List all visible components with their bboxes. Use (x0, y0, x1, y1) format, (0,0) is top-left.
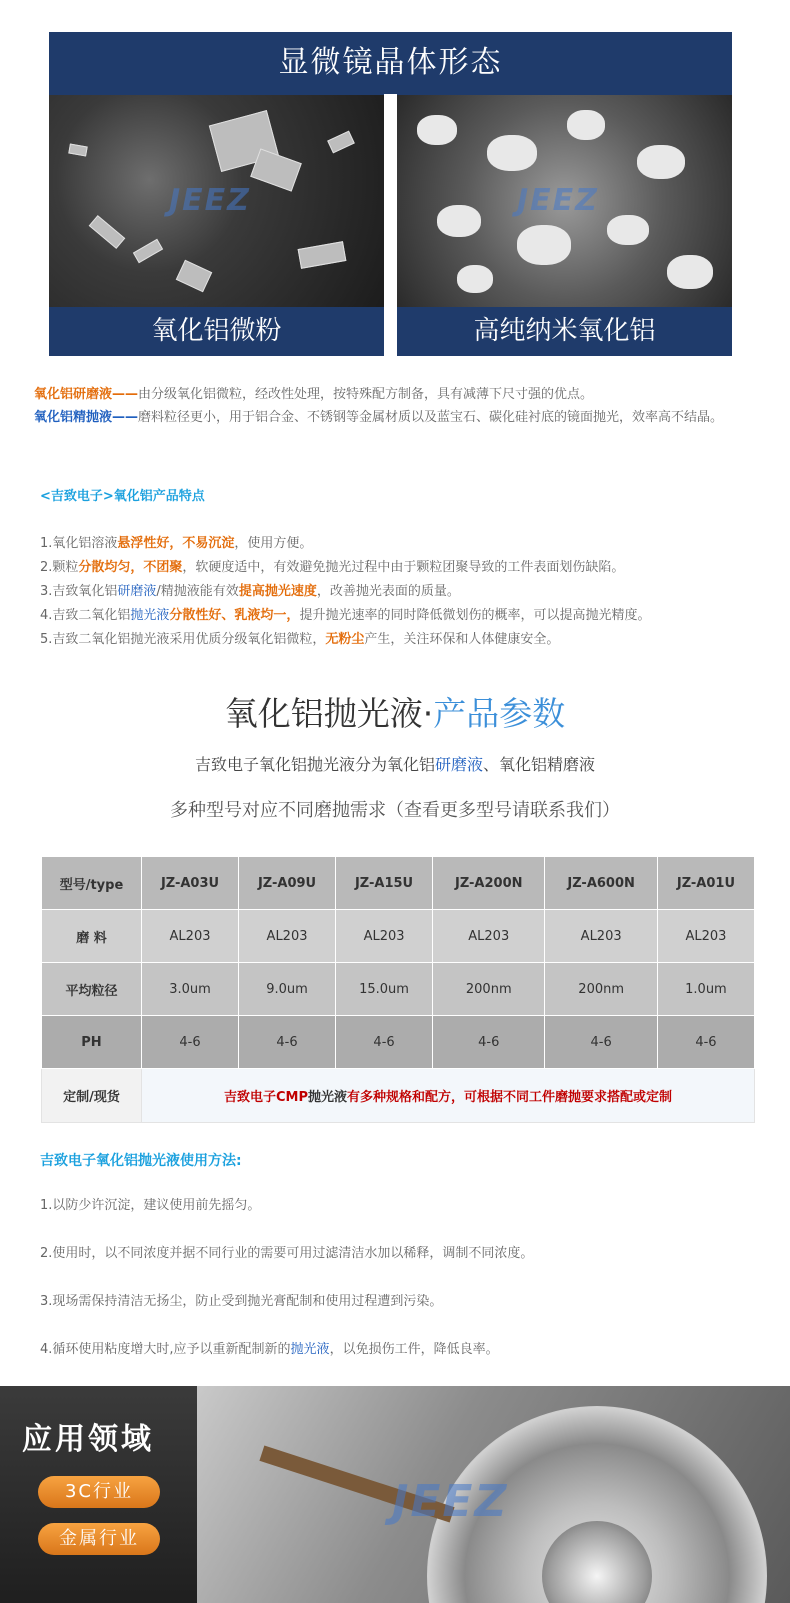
hard-disk-image (197, 1386, 790, 1603)
usage-item: 1.以防少许沉淀，建议使用前先摇匀。 (40, 1198, 261, 1213)
left-caption: 氧化铝微粉 (49, 307, 384, 356)
grinding-fluid-desc: 氧化铝研磨液——由分级氧化铝微粒，经改性处理，按特殊配方制备，具有减薄下尺寸强的优点。 (34, 387, 594, 402)
application-banner (0, 1386, 790, 1603)
application-sidebar (0, 1386, 197, 1603)
features-title: <吉致电子>氧化铝产品特点 (40, 489, 205, 504)
params-subtitle: 吉致电子氧化铝抛光液分为氧化铝研磨液、氧化铝精磨液 (194, 755, 596, 774)
right-caption: 高纯纳米氧化铝 (397, 307, 732, 356)
feature-item: 2.颗粒分散均匀，不团聚，软硬度适中，有效避免抛光过程中由于颗粒团聚导致的工件表面划伤缺陷。 (40, 560, 625, 575)
polishing-fluid-link[interactable]: 抛光液 (290, 1342, 330, 1357)
application-title: 应用领域 (22, 1422, 154, 1457)
usage-title: 吉致电子氧化铝抛光液使用方法: (40, 1153, 242, 1169)
custom-row: 定制/现货 吉致电子CMP抛光液有多种规格和配方，可根据不同工件磨抛要求搭配或定制 (42, 1069, 755, 1123)
feature-item: 3.吉致氧化铝研磨液/精抛液能有效提高抛光速度，改善抛光表面的质量。 (40, 584, 460, 599)
product-params-table (41, 856, 755, 1123)
table-row: 平均粒径 3.0um 9.0um 15.0um 200nm 200nm 1.0um (42, 963, 755, 1016)
watermark-logo: JEEZ (392, 1476, 509, 1527)
usage-item: 2.使用时，以不同浓度并据不同行业的需要可用过滤清洁水加以稀释，调制不同浓度。 (40, 1246, 534, 1261)
custom-note: 吉致电子CMP抛光液有多种规格和配方，可根据不同工件磨抛要求搭配或定制 (142, 1069, 755, 1123)
microscope-banner (49, 32, 732, 356)
usage-item: 4.循环使用粘度增大时,应予以重新配制新的抛光液，以免损伤工件，降低良率。 (40, 1342, 499, 1357)
microscope-title: 显微镜晶体形态 (278, 45, 503, 80)
table-header-row: 型号/type JZ-A03U JZ-A09U JZ-A15U JZ-A200N JZ-A600N JZ-A01U (42, 857, 755, 910)
alumina-micropowder-image (49, 95, 384, 307)
feature-item: 4.吉致二氧化铝抛光液分散性好、乳液均一，提升抛光速率的同时降低微划伤的概率，可以提高抛光精度。 (40, 608, 651, 623)
table-row: PH 4-6 4-6 4-6 4-6 4-6 4-6 (42, 1016, 755, 1069)
industry-pill-3c[interactable]: 3C行业 (38, 1476, 160, 1508)
watermark-logo: JEEZ (517, 183, 599, 218)
polishing-fluid-link[interactable]: 抛光液 (130, 608, 170, 623)
params-title: 氧化铝抛光液·产品参数 (224, 694, 566, 733)
table-row: 磨 料 AL203 AL203 AL203 AL203 AL203 AL203 (42, 910, 755, 963)
grinding-fluid-link[interactable]: 研磨液 (117, 584, 157, 599)
usage-item: 3.现场需保持清洁无扬尘，防止受到抛光膏配制和使用过程遭到污染。 (40, 1294, 443, 1309)
features-list (40, 532, 760, 652)
feature-item: 5.吉致二氧化铝抛光液采用优质分级氧化铝微粒，无粉尘产生，关注环保和人体健康安全。 (40, 632, 560, 647)
watermark-logo: JEEZ (169, 183, 251, 218)
nano-alumina-image (397, 95, 732, 307)
grinding-fluid-link[interactable]: 研磨液 (434, 755, 483, 774)
params-note: 多种型号对应不同磨抛需求（查看更多型号请联系我们） (170, 800, 620, 821)
feature-item: 1.氧化铝溶液悬浮性好，不易沉淀，使用方便。 (40, 536, 313, 551)
usage-list (40, 1196, 760, 1388)
industry-pill-metal[interactable]: 金属行业 (38, 1523, 160, 1555)
polishing-fluid-desc: 氧化铝精抛液——磨料粒径更小，用于铝合金、不锈钢等金属材质以及蓝宝石、碳化硅衬底的镜面抛光，效率高不结晶。 (34, 410, 724, 425)
product-description (34, 383, 754, 429)
